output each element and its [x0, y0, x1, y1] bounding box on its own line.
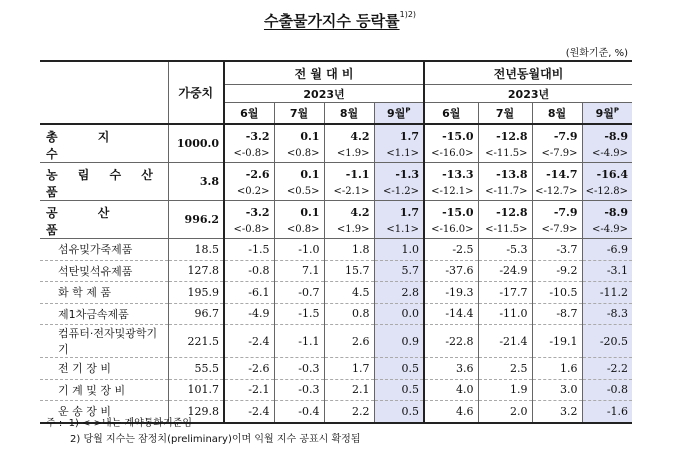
- value-cell: -15.0: [424, 201, 478, 222]
- contract-value-cell: <-12.7>: [532, 183, 582, 201]
- unit-note: (원화기준, %): [565, 48, 628, 59]
- value-cell: 2.8: [374, 282, 424, 304]
- value-cell: -21.4: [478, 325, 532, 358]
- value-cell: 0.1: [274, 163, 324, 184]
- value-cell: -0.8: [224, 260, 274, 282]
- value-cell: 4.2: [324, 124, 374, 145]
- row-label: 총 지 수: [46, 129, 128, 161]
- value-cell: -6.9: [582, 239, 632, 261]
- value-cell: 3.0: [532, 379, 582, 401]
- row-label: 화 학 제 품: [40, 282, 168, 304]
- value-cell: -7.9: [532, 201, 582, 222]
- value-cell: -37.6: [424, 260, 478, 282]
- table-row: [40, 239, 632, 261]
- value-cell: -1.5: [224, 239, 274, 261]
- value-cell: -14.4: [424, 303, 478, 325]
- value-cell: 1.7: [374, 201, 424, 222]
- yoy-year: 2023년: [424, 85, 632, 103]
- value-cell: 0.0: [374, 303, 424, 325]
- value-cell: -8.9: [582, 201, 632, 222]
- table-row: [40, 163, 632, 184]
- contract-value-cell: <-2.1>: [324, 183, 374, 201]
- row-label: 공 산 품: [40, 201, 168, 239]
- value-cell: -2.4: [224, 401, 274, 423]
- value-cell: 1.0: [374, 239, 424, 261]
- contract-value-cell: <-11.5>: [478, 221, 532, 239]
- row-weight: 195.9: [168, 282, 224, 304]
- yoy-month-6: 6월: [424, 103, 478, 125]
- value-cell: -5.3: [478, 239, 532, 261]
- value-cell: 4.5: [324, 282, 374, 304]
- value-cell: -1.3: [374, 163, 424, 184]
- mom-year: 2023년: [224, 85, 424, 103]
- value-cell: 15.7: [324, 260, 374, 282]
- value-cell: -15.0: [424, 124, 478, 145]
- footnote-2: 2) 당월 지수는 잠정치(preliminary)이며 익월 지수 공표시 확정됨: [70, 434, 361, 445]
- value-cell: -0.8: [582, 379, 632, 401]
- row-weight: 101.7: [168, 379, 224, 401]
- row-weight: 996.2: [168, 201, 224, 239]
- value-cell: -22.8: [424, 325, 478, 358]
- row-label: 운 송 장 비: [40, 401, 168, 423]
- value-cell: -3.2: [224, 124, 274, 145]
- value-cell: -12.8: [478, 201, 532, 222]
- value-cell: -7.9: [532, 124, 582, 145]
- contract-value-cell: <1.9>: [324, 221, 374, 239]
- value-cell: 4.0: [424, 379, 478, 401]
- contract-value-cell: <-7.9>: [532, 145, 582, 163]
- row-label: 섬유및가죽제품: [40, 239, 168, 261]
- row-weight: 3.8: [168, 163, 224, 201]
- value-cell: -3.1: [582, 260, 632, 282]
- yoy-month-9: 9월$^P$: [582, 103, 632, 125]
- contract-value-cell: <1.1>: [374, 145, 424, 163]
- value-cell: 0.5: [374, 379, 424, 401]
- row-weight: 1000.0: [168, 124, 224, 163]
- contract-value-cell: <-11.7>: [478, 183, 532, 201]
- footnote-1: 주 : 1) < >내는 계약통화기준임: [46, 418, 193, 429]
- value-cell: 4.2: [324, 201, 374, 222]
- value-cell: -19.3: [424, 282, 478, 304]
- contract-value-cell: <-0.8>: [224, 221, 274, 239]
- value-cell: 1.8: [324, 239, 374, 261]
- value-cell: -0.3: [274, 379, 324, 401]
- contract-value-cell: <0.8>: [274, 145, 324, 163]
- table-row: [40, 201, 632, 222]
- value-cell: -0.3: [274, 358, 324, 380]
- value-cell: 0.1: [274, 201, 324, 222]
- value-cell: -2.6: [224, 163, 274, 184]
- table-row: [40, 325, 632, 358]
- value-cell: -14.7: [532, 163, 582, 184]
- value-cell: -4.9: [224, 303, 274, 325]
- value-cell: -13.8: [478, 163, 532, 184]
- value-cell: 2.0: [478, 401, 532, 423]
- corner-cell: [40, 61, 168, 124]
- table-row: [40, 260, 632, 282]
- value-cell: 3.6: [424, 358, 478, 380]
- mom-month-6: 6월: [224, 103, 274, 125]
- value-cell: 0.9: [374, 325, 424, 358]
- row-weight: 221.5: [168, 325, 224, 358]
- row-label: 전 기 장 비: [40, 358, 168, 380]
- sub-rows: [40, 239, 632, 423]
- value-cell: -3.7: [532, 239, 582, 261]
- value-cell: 0.5: [374, 358, 424, 380]
- table-row: [40, 124, 632, 145]
- value-cell: -12.8: [478, 124, 532, 145]
- value-cell: -8.3: [582, 303, 632, 325]
- value-cell: -1.1: [324, 163, 374, 184]
- row-weight: 96.7: [168, 303, 224, 325]
- row-label: 컴퓨터·전자및광학기기: [40, 325, 168, 358]
- value-cell: 4.6: [424, 401, 478, 423]
- contract-value-cell: <-4.9>: [582, 145, 632, 163]
- contract-value-cell: <-1.2>: [374, 183, 424, 201]
- major-rows: [40, 124, 632, 239]
- value-cell: -16.4: [582, 163, 632, 184]
- table-title: [0, 10, 680, 31]
- table-row: [40, 303, 632, 325]
- value-cell: -8.9: [582, 124, 632, 145]
- value-cell: 1.7: [374, 124, 424, 145]
- title-text: 수출물가지수 등락률: [263, 12, 400, 30]
- value-cell: -2.4: [224, 325, 274, 358]
- value-cell: -1.5: [274, 303, 324, 325]
- mom-month-8: 8월: [324, 103, 374, 125]
- contract-value-cell: <0.2>: [224, 183, 274, 201]
- value-cell: -6.1: [224, 282, 274, 304]
- value-cell: -2.1: [224, 379, 274, 401]
- value-cell: 0.5: [374, 401, 424, 423]
- value-cell: -10.5: [532, 282, 582, 304]
- value-cell: -8.7: [532, 303, 582, 325]
- contract-value-cell: <-12.8>: [582, 183, 632, 201]
- value-cell: -9.2: [532, 260, 582, 282]
- contract-value-cell: <-11.5>: [478, 145, 532, 163]
- value-cell: 2.1: [324, 379, 374, 401]
- value-cell: -0.7: [274, 282, 324, 304]
- mom-month-9: 9월$^P$: [374, 103, 424, 125]
- value-cell: 2.5: [478, 358, 532, 380]
- value-cell: -1.6: [582, 401, 632, 423]
- value-cell: -17.7: [478, 282, 532, 304]
- contract-value-cell: <-4.9>: [582, 221, 632, 239]
- weight-header: 가중치: [168, 61, 224, 124]
- table-row: [40, 379, 632, 401]
- yoy-month-8: 8월: [532, 103, 582, 125]
- row-weight: 129.8: [168, 401, 224, 423]
- contract-value-cell: <-0.8>: [224, 145, 274, 163]
- value-cell: -1.1: [274, 325, 324, 358]
- row-label: 기 계 및 장 비: [40, 379, 168, 401]
- value-cell: 2.6: [324, 325, 374, 358]
- mom-header: 전 월 대 비: [224, 61, 424, 85]
- value-cell: -3.2: [224, 201, 274, 222]
- contract-value-cell: <-7.9>: [532, 221, 582, 239]
- contract-value-cell: <-16.0>: [424, 145, 478, 163]
- mom-month-7: 7월: [274, 103, 324, 125]
- value-cell: -20.5: [582, 325, 632, 358]
- contract-value-cell: <1.1>: [374, 221, 424, 239]
- title-footnote: 1)2): [399, 10, 417, 19]
- contract-value-cell: <1.9>: [324, 145, 374, 163]
- value-cell: -11.0: [478, 303, 532, 325]
- table-row: [40, 358, 632, 380]
- row-label: 제1차금속제품: [40, 303, 168, 325]
- row-label: 석탄및석유제품: [40, 260, 168, 282]
- value-cell: 3.2: [532, 401, 582, 423]
- value-cell: 0.1: [274, 124, 324, 145]
- contract-value-cell: <-12.1>: [424, 183, 478, 201]
- value-cell: -11.2: [582, 282, 632, 304]
- footnotes: [46, 416, 360, 448]
- yoy-header: 전년동월대비: [424, 61, 632, 85]
- row-weight: 18.5: [168, 239, 224, 261]
- row-weight: 55.5: [168, 358, 224, 380]
- contract-value-cell: <-16.0>: [424, 221, 478, 239]
- value-cell: -19.1: [532, 325, 582, 358]
- value-cell: -1.0: [274, 239, 324, 261]
- value-cell: -24.9: [478, 260, 532, 282]
- value-cell: 1.7: [324, 358, 374, 380]
- value-cell: 2.2: [324, 401, 374, 423]
- value-cell: 1.6: [532, 358, 582, 380]
- contract-value-cell: <0.5>: [274, 183, 324, 201]
- value-cell: -13.3: [424, 163, 478, 184]
- export-price-table: [40, 60, 632, 424]
- value-cell: -0.4: [274, 401, 324, 423]
- value-cell: 5.7: [374, 260, 424, 282]
- value-cell: -2.2: [582, 358, 632, 380]
- value-cell: -2.5: [424, 239, 478, 261]
- yoy-month-7: 7월: [478, 103, 532, 125]
- table-row: [40, 282, 632, 304]
- value-cell: 7.1: [274, 260, 324, 282]
- value-cell: 1.9: [478, 379, 532, 401]
- value-cell: -2.6: [224, 358, 274, 380]
- row-weight: 127.8: [168, 260, 224, 282]
- value-cell: 0.8: [324, 303, 374, 325]
- contract-value-cell: <0.8>: [274, 221, 324, 239]
- row-label: 농 림 수 산 품: [40, 163, 168, 201]
